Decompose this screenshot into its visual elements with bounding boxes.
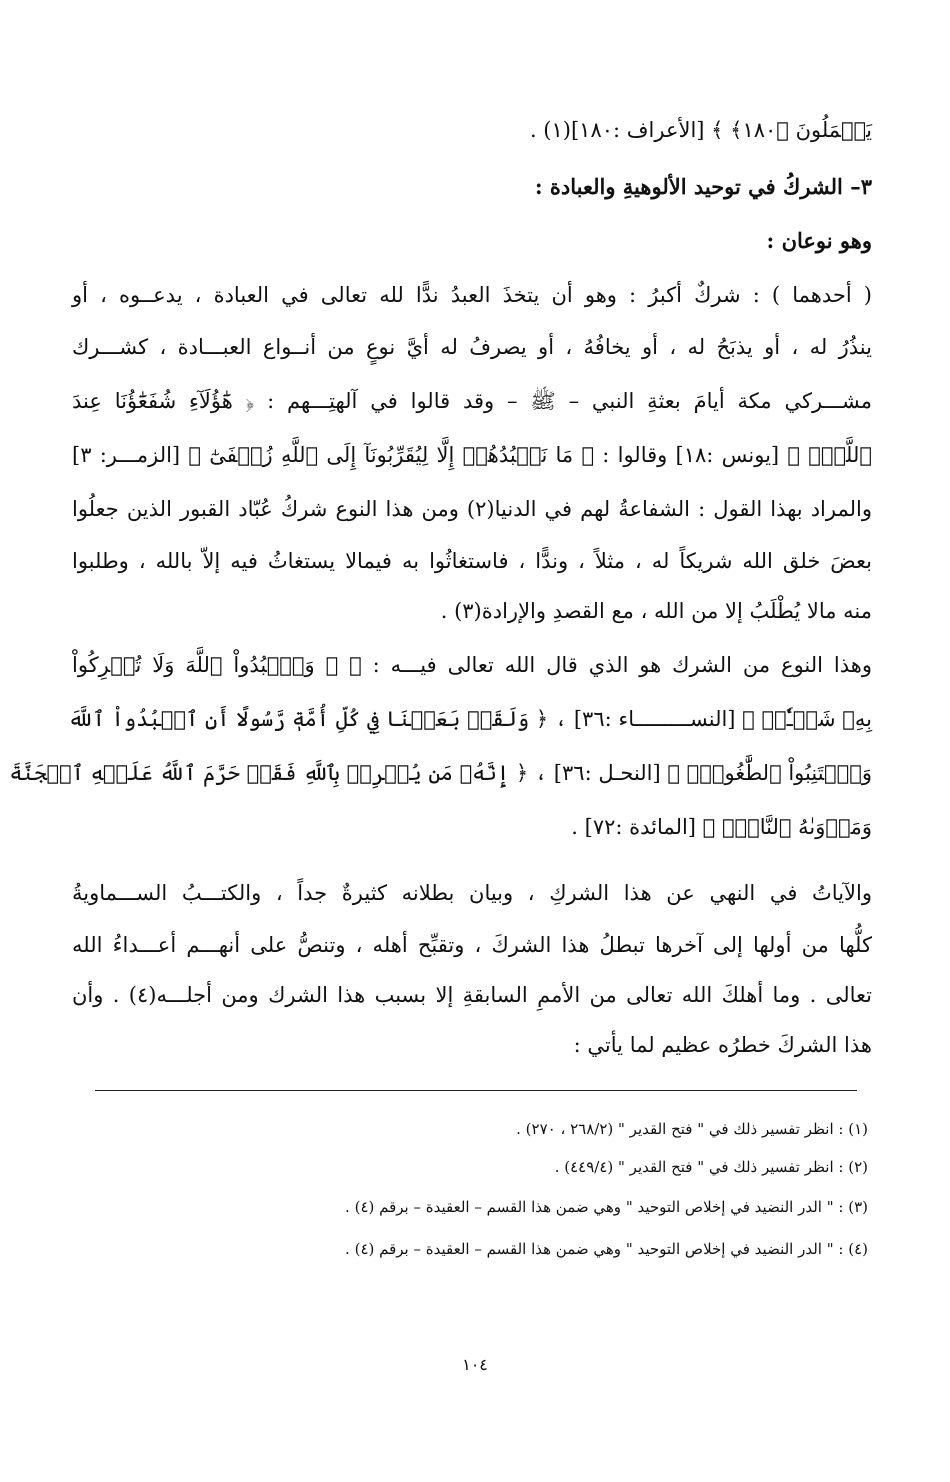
paragraph-line: ينذُرُ له ، أو يذبَحُ له ، أو يخافُهُ ، أو يصرفُ له أيَّ نوعٍ من أنــواع العبـــادة ، كشـــرك [72, 335, 872, 359]
paragraph-line: مشـــركي مكة أيامَ بعثةِ النبي – ﷺ – وقد قالوا في آلهتِـــهم : ﴿ هَٰٓؤُلَآءِ شُفَعَٰٓؤُنَا عِندَ [72, 389, 872, 413]
paragraph-line: ( أحدهما ) : شركٌ أكبرُ : وهو أن يتخذَ العبدُ ندًّا لله تعالى في العبادة ، يدعــوه ، أو [72, 283, 872, 307]
verse-ending-line: يَعۡمَلُونَ ﴿١٨٠﴾ ﴾ [الأعراف :١٨٠](١) . [529, 118, 872, 142]
footnote-3: (٣) : " الدر النضيد في إخلاص التوحيد " وهي ضمن هذا القسم – العقيدة – برقم (٤) . [345, 1198, 868, 1216]
footnote-divider [95, 1090, 857, 1091]
footnote-2: (٢) : انظر تفسير ذلك في " فتح القدير " (٤٤٩/٤) . [554, 1158, 868, 1176]
paragraph-line: والمراد بهذا القول : الشفاعةُ لهم في الدنيا(٢) ومن هذا النوع شركُ عُبّاد القبور الذين جعلُوا [72, 497, 872, 521]
footnote-1: (١) : انظر تفسير ذلك في " فتح القدير " (٢٦٨/٢ ، ٢٧٠) . [516, 1120, 868, 1138]
paragraph-line: منه مالا يُطْلَبُ إلا من الله ، مع القصدِ والإرادة(٣) . [440, 599, 872, 623]
paragraph-line: بِهِۦ شَيۡـٔٗاۖ ﴾ [النســـــــــاء :٣٦] ، ﴿ وَلَقَدۡ بَعَثۡنَا فِي كُلِّ أُمَّةٖ رَّسُولًا أَنِ ٱعۡبُدُواْ ٱللَّهَ [67, 707, 872, 731]
paragraph-line: هذا الشركَ خطرُه عظيم لما يأتي : [573, 1033, 872, 1057]
subsection-heading: وهو نوعان : [766, 228, 872, 253]
page-number: ١٠٤ [462, 1355, 488, 1374]
paragraph-line: بعضَ خلق الله شريكاً له ، مثلاً ، وندًّا ، فاستغاثُوا به فيمالا يستغاثُ فيه إلاّ بالله ، وطلبوا [72, 549, 872, 573]
paragraph-line: كلُّها من أولها إلى آخرها تبطلُ هذا الشركَ ، وتقبِّح أهله ، وتنصُّ على أنهـــم أعـــداءُ الله [72, 933, 872, 957]
paragraph-line: تعالى . وما أهلكَ الله تعالى من الأممِ السابقةِ إلا بسبب هذا الشرك ومن أجلـــه(٤) . وأن [72, 983, 872, 1007]
paragraph-line: وهذا النوع من الشرك هو الذي قال الله تعالى فيـــه : ﴿ ۞ وَٱعۡبُدُواْ ٱللَّهَ وَلَا تُشۡرِكُواْ [72, 653, 872, 677]
section-heading: ٣– الشركُ في توحيد الألوهيةِ والعبادة : [534, 174, 872, 199]
paragraph-line: والآياتُ في النهي عن هذا الشركِ ، وبيان بطلانه كثيرةٌ جداً ، والكتـــبُ الســـماويةُ [72, 881, 872, 905]
footnote-4: (٤) : " الدر النضيد في إخلاص التوحيد " وهي ضمن هذا القسم – العقيدة – برقم (٤) . [345, 1240, 868, 1258]
paragraph-line: وَمَأۡوَىٰهُ ٱلنَّارُۖ ﴾ [المائدة :٧٢] . [571, 815, 872, 839]
paragraph-line: وَٱجۡتَنِبُواْ ٱلطَّٰغُوتَۖ ﴾ [النحـل :٣٦] ، ﴿ إِنَّهُۥ مَن يُشۡرِكۡ بِٱللَّهِ فَقَدۡ حَرَّمَ ٱللَّهُ عَلَيۡهِ ٱلۡجَنَّةَ [9, 761, 872, 785]
paragraph-line: ٱللَّهِۚ ﴾ [يونس :١٨] وقالوا : ﴿ مَا نَعۡبُدُهُمۡ إِلَّا لِيُقَرِّبُونَآ إِلَى ٱللَّهِ زُلۡفَىٰٓ ﴾ [الزمـــر: ٣] [72, 443, 872, 467]
